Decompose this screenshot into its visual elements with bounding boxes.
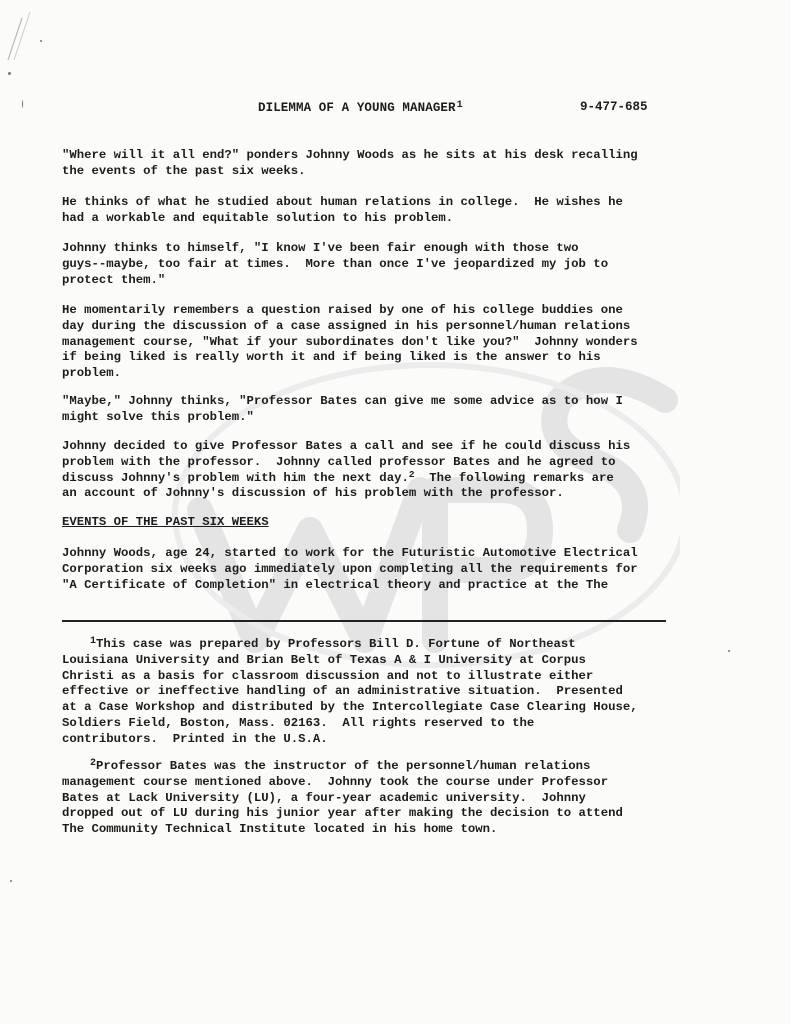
footnote: $^2$Professor Bates was the instructor of the personnel/human relations management course mentioned above. Johnny took the course under Professor Bates at Lack University (LU), a four-year academic university. Johnny dropped out of LU during his junior year after making the decision to attend The Community Technical Institute located in his home town. xyxy=(62,758,623,837)
footnote: $^1$This case was prepared by Professors Bill D. Fortune of Northeast Louisiana University and Brian Belt of Texas A & I University at Corpus Christi as a basis for classroom discussion and not to illustrate either effective or ineffective handling of an administrative situation. Presented at a Case Workshop and distributed by the Intercollegiate Case Clearing House, Soldiers Field, Boston, Mass. 02163. All rights reserved to the contributors. Printed in the U.S.A. xyxy=(62,636,638,746)
scan-mark xyxy=(2,10,52,70)
footnote-divider xyxy=(62,620,666,622)
scan-speck xyxy=(10,880,12,882)
footnote-marker: 1 xyxy=(456,100,463,111)
scan-speck xyxy=(8,72,11,75)
paragraph: He momentarily remembers a question raised by one of his college buddies one day during the discussion of a case assigned in his personnel/human relations management course, "What if your subordinates don't like you?" Johnny wonders if being liked is really worth it and if being liked is the answer to his problem. xyxy=(62,303,638,381)
document-title: DILEMMA OF A YOUNG MANAGER$^1$ xyxy=(258,100,463,115)
paragraph: "Where will it all end?" ponders Johnny Woods as he sits at his desk recalling the events of the past six weeks. xyxy=(62,148,638,178)
paragraph: Johnny thinks to himself, "I know I've been fair enough with those two guys--maybe, too fair at times. More than once I've jeopardized my job to protect them." xyxy=(62,241,609,287)
footnote-marker: 2 xyxy=(90,758,97,769)
paragraph: He thinks of what he studied about human relations in college. He wishes he had a workable and equitable solution to his problem. xyxy=(62,195,623,225)
paragraph: Johnny decided to give Professor Bates a call and see if he could discuss his problem with the professor. Johnny called professor Bates and he agreed to discuss Johnny's problem with him the next day.$^2$ The following remarks are an account of Johnny's discussion of his problem with the professor. xyxy=(62,439,631,501)
footnote-marker: 1 xyxy=(90,636,97,647)
section-heading: EVENTS OF THE PAST SIX WEEKS xyxy=(62,515,269,529)
paragraph: Johnny Woods, age 24, started to work for the Futuristic Automotive Electrical Corporation six weeks ago immediately upon completing all the requirements for "A Certificate of Completion" in electrical theory and practice at the The xyxy=(62,546,638,592)
paragraph: "Maybe," Johnny thinks, "Professor Bates can give me some advice as to how I might solve this problem." xyxy=(62,394,623,424)
case-number: 9-477-685 xyxy=(580,100,648,114)
scan-speck xyxy=(728,650,730,652)
footnote-marker: 2 xyxy=(408,468,415,480)
scan-speck xyxy=(22,100,23,108)
